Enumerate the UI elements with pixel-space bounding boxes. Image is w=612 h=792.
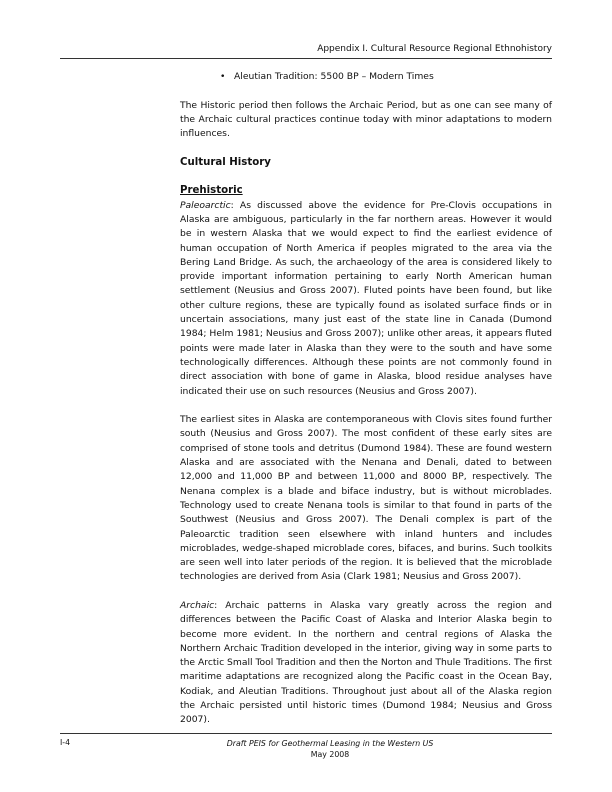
paleoarctic-lead: Paleoarctic <box>180 199 231 211</box>
footer-rule <box>60 733 552 734</box>
footer-date: May 2008 <box>310 750 350 759</box>
section-heading: Cultural History <box>180 156 271 168</box>
header-rule <box>60 58 552 59</box>
paleoarctic-paragraph <box>180 199 552 399</box>
bullet-icon: • <box>220 71 226 82</box>
bullet-item <box>180 70 552 84</box>
subsection-heading: Prehistoric <box>180 185 243 197</box>
bullet-text: Aleutian Tradition: 5500 BP – Modern Times <box>234 71 434 82</box>
archaic-lead: Archaic <box>180 599 215 611</box>
intro-paragraph: The Historic period then follows the Archaic Period, but as one can see many of the Archaic cultural practices continue today with minor adaptations to modern influences. <box>180 99 552 140</box>
footer-block <box>180 738 480 760</box>
paleoarctic-text: : As discussed above the evidence for Pre-Clovis occupations in Alaska are ambiguous, particularly in the far northern areas. However it would be in western Alaska that we would expect to find the earliest evidence of human occupation of North America if peoples migrated to the area via the Bering Land Bridge. As such, the archaeology of the area is considered likely to provide important information pertaining to early North American human settlement (Neusius and Gross 2007). Fluted points have been found, but like other culture regions, these are typically found as isolated surface finds or in uncertain associations, many just east of the state line in Canada (Dumond 1984; Helm 1981; Neusius and Gross 2007); unlike other areas, it appears fluted points were made later in Alaska than they were to the south and have some technologically differences. Although these points are not commonly found in direct association with bone of game in Alaska, blood residue analyses have indicated their use on such resources (Neusius and Gross 2007). <box>180 199 552 397</box>
footer-doc-title: Draft PEIS for Geothermal Leasing in the Western US <box>226 739 434 748</box>
archaic-text: : Archaic patterns in Alaska vary greatly across the region and differences between the Pacific Coast of Alaska and Interior Alaska begin to become more evident. In the northern and central regions of Alaska the Northern Archaic Tradition developed in the interior, giving way in some parts to the Arctic Small Tool Tradition and then the Norton and Thule Traditions. The first maritime adaptations are recognized along the Pacific coast in the Ocean Bay, Kodiak, and Aleutian Traditions. Throughout just about all of the Alaska region the Archaic persisted until historic times (Dumond 1984; Neusius and Gross 2007). <box>180 599 552 726</box>
body-content <box>180 70 552 742</box>
page-number: I-4 <box>60 738 71 747</box>
earliest-sites-paragraph: The earliest sites in Alaska are contemporaneous with Clovis sites found further south (Neusius and Gross 2007). The most confident of these early sites are comprised of stone tools and detritus (Dumond 1984). These are found western Alaska and are associated with the Nenana and Denali, dated to between 12,000 and 11,000 BP and between 11,000 and 8000 BP, respectively. The Nenana complex is a blade and biface industry, but is without microblades. Technology used to create Nenana tools is similar to that found in parts of the Southwest (Neusius and Gross 2007). The Denali complex is part of the Paleoarctic tradition seen elsewhere with inland hunters and includes microblades, wedge-shaped microblade cores, bifaces, and burins. Such toolkits are seen well into later periods of the region. It is believed that the microblade technologies are derived from Asia (Clark 1981; Neusius and Gross 2007). <box>180 414 552 583</box>
archaic-paragraph <box>180 599 552 728</box>
running-header: Appendix I. Cultural Resource Regional Ethnohistory <box>317 44 552 54</box>
